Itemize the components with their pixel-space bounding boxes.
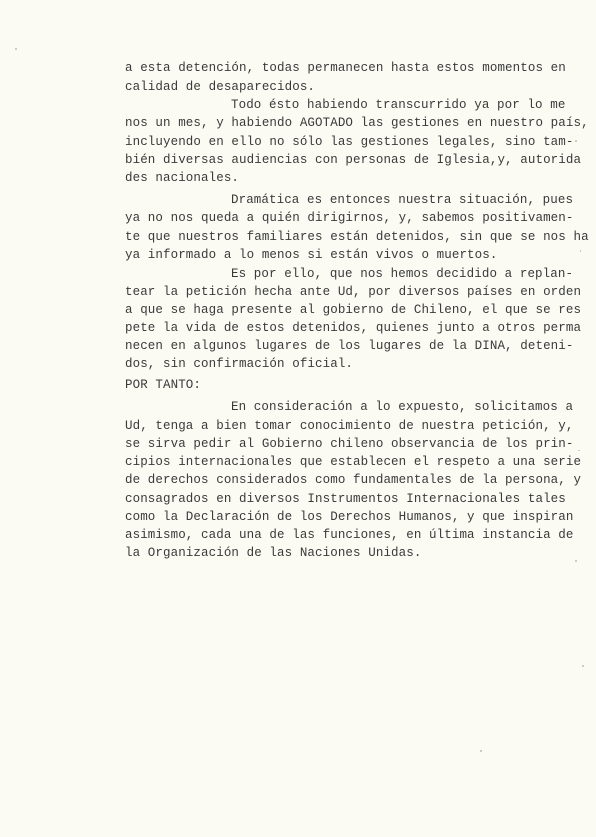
text-line: se sirva pedir al Gobierno chileno observancia de los prin- <box>125 437 574 451</box>
text-line: cipios internacionales que establecen el respeto a una serie <box>125 455 582 469</box>
text-line: ya no nos queda a quién dirigirnos, y, sabemos positivamen- <box>125 211 574 225</box>
text-line: dos, sin confirmación oficial. <box>125 357 354 371</box>
text-line: En consideración a lo expuesto, solicitamos a <box>231 400 574 414</box>
text-line: calidad de desaparecidos. <box>125 80 316 94</box>
text-line: a que se haga presente al gobierno de Chileno, el que se res <box>125 303 582 317</box>
section-heading: POR TANTO: <box>125 378 202 392</box>
text-line: bién diversas audiencias con personas de Iglesia,y, autorida <box>125 153 582 167</box>
text-line: pete la vida de estos detenidos, quienes junto a otros perma <box>125 321 582 335</box>
text-line: consagrados en diversos Instrumentos Internacionales tales <box>125 492 566 506</box>
text-line: nos un mes, y habiendo AGOTADO las gestiones en nuestro país, <box>125 116 589 130</box>
text-line: asimismo, cada una de las funciones, en última instancia de <box>125 528 574 542</box>
text-line: des nacionales. <box>125 171 240 185</box>
paper-speck <box>575 560 577 562</box>
text-line: ya informado a lo menos si están vivos o muertos. <box>125 248 498 262</box>
text-line: te que nuestros familiares están detenidos, sin que se nos ha <box>125 230 589 244</box>
text-line: Todo ésto habiendo transcurrido ya por lo me <box>231 98 566 112</box>
text-line: incluyendo en ello no sólo las gestiones legales, sino tam- <box>125 135 574 149</box>
text-line: Dramática es entonces nuestra situación, pues <box>231 193 574 207</box>
text-line: Ud, tenga a bien tomar conocimiento de nuestra petición, y, <box>125 419 574 433</box>
text-line: necen en algunos lugares de los lugares de la DINA, deteni- <box>125 339 574 353</box>
paper-speck <box>578 450 580 451</box>
paper-speck <box>15 48 17 50</box>
text-line: tear la petición hecha ante Ud, por diversos países en orden <box>125 285 582 299</box>
paper-speck <box>580 250 581 252</box>
text-line: de derechos considerados como fundamentales de la persona, y <box>125 473 582 487</box>
text-line: Es por ello, que nos hemos decidido a replan- <box>231 267 574 281</box>
paper-speck <box>575 140 577 142</box>
text-line: a esta detención, todas permanecen hasta estos momentos en <box>125 61 566 75</box>
paper-speck <box>582 665 584 667</box>
paper-speck <box>480 750 482 752</box>
text-line: la Organización de las Naciones Unidas. <box>125 546 422 560</box>
text-line: como la Declaración de los Derechos Humanos, y que inspiran <box>125 510 574 524</box>
